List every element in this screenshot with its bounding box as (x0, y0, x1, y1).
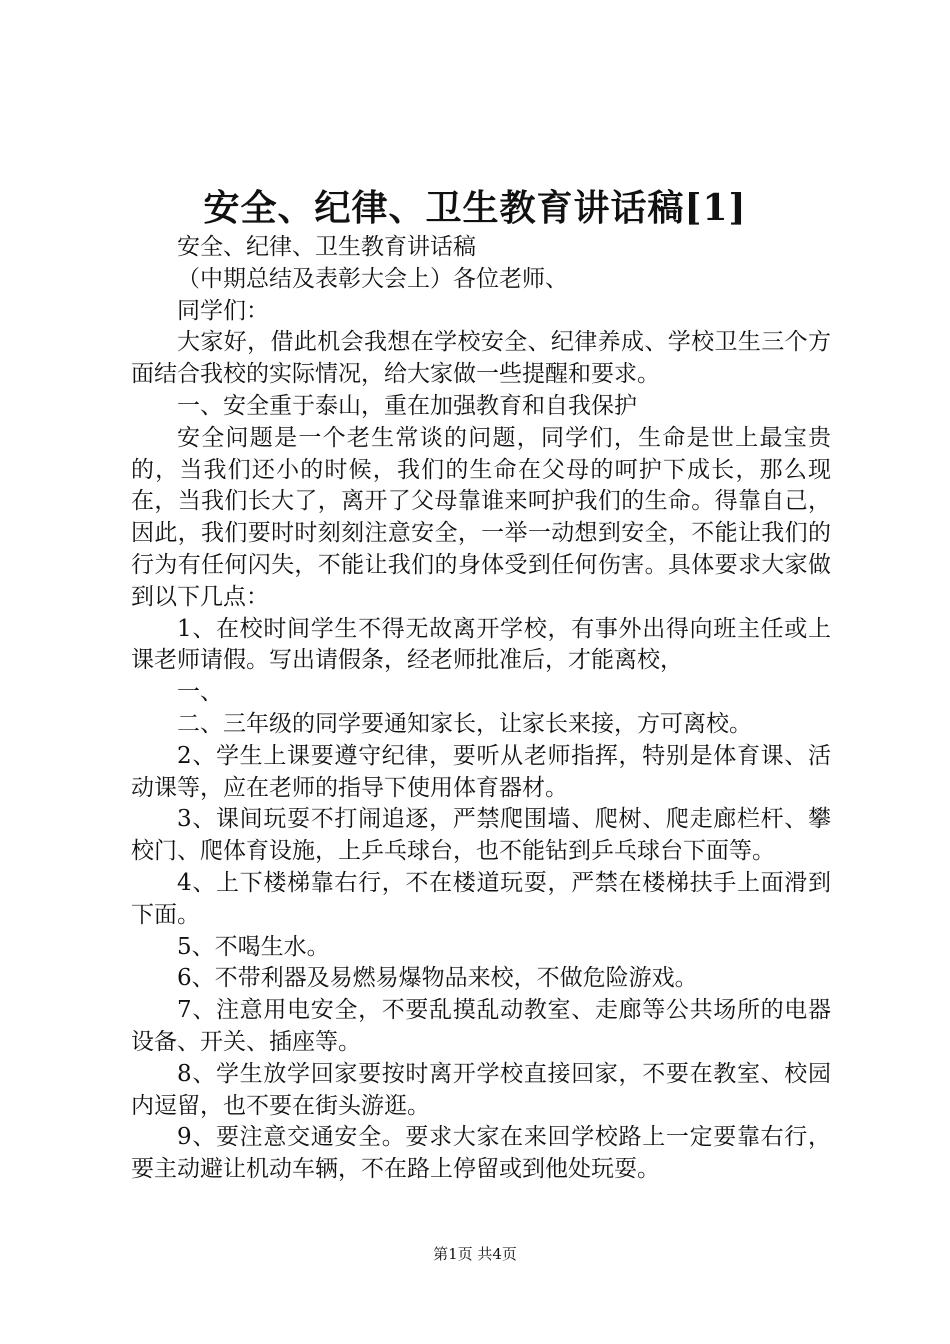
paragraph: 同学们： (177, 297, 269, 324)
list-item: 5、不喝生水。 (177, 933, 330, 960)
list-item: 4、上下楼梯靠右行，不在楼道玩耍，严禁在楼梯扶手上面滑到下面。 (131, 869, 831, 928)
list-item: 8、学生放学回家要按时离开学校直接回家，不要在教室、校园内逗留，也不要在街头游逛。 (131, 1060, 831, 1119)
list-item: 二、三年级的同学要通知家长，让家长来接，方可离校。 (177, 710, 752, 737)
list-item: 1、在校时间学生不得无故离开学校，有事外出得向班主任或上课老师请假。写出请假条，经老师批准后，才能离校， (131, 615, 831, 674)
paragraph: （中期总结及表彰大会上）各位老师、 (177, 265, 568, 292)
section-heading: 一、安全重于泰山，重在加强教育和自我保护 (177, 392, 637, 419)
document-body (131, 232, 831, 1186)
page-footer: 第1页 共4页 (433, 1245, 517, 1263)
paragraph: 安全问题是一个老生常谈的问题，同学们，生命是世上最宝贵的，当我们还小的时候，我们的生命在父母的呵护下成长，那么现在，当我们长大了，离开了父母靠谁来呵护我们的生命。得靠自己，因此，我们要时时刻刻注意安全，一举一动想到安全，不能让我们的行为有任何闪失，不能让我们的身体受到任何伤害。具体要求大家做到以下几点： (131, 424, 831, 610)
list-item: 7、注意用电安全，不要乱摸乱动教室、走廊等公共场所的电器设备、开关、插座等。 (131, 997, 831, 1055)
list-item: 2、学生上课要遵守纪律，要听从老师指挥，特别是体育课、活动课等，应在老师的指导下使用体育器材。 (131, 742, 831, 801)
list-item: 9、要注意交通安全。要求大家在来回学校路上一定要靠右行，要主动避让机动车辆，不在路上停留或到他处玩耍。 (131, 1124, 831, 1183)
paragraph: 安全、纪律、卫生教育讲话稿 (177, 234, 476, 260)
list-item: 6、不带利器及易燃易爆物品来校，不做危险游戏。 (177, 965, 698, 992)
paragraph: 大家好，借此机会我想在学校安全、纪律养成、学校卫生三个方面结合我校的实际情况，给大家做一些提醒和要求。 (131, 329, 831, 388)
list-item: 一、 (177, 679, 223, 706)
document-title: 安全、纪律、卫生教育讲话稿[1] (203, 187, 747, 229)
list-item: 3、课间玩耍不打闹追逐，严禁爬围墙、爬树、爬走廊栏杆、攀校门、爬体育设施，上乒乓球台，也不能钻到乒乓球台下面等。 (131, 806, 831, 865)
